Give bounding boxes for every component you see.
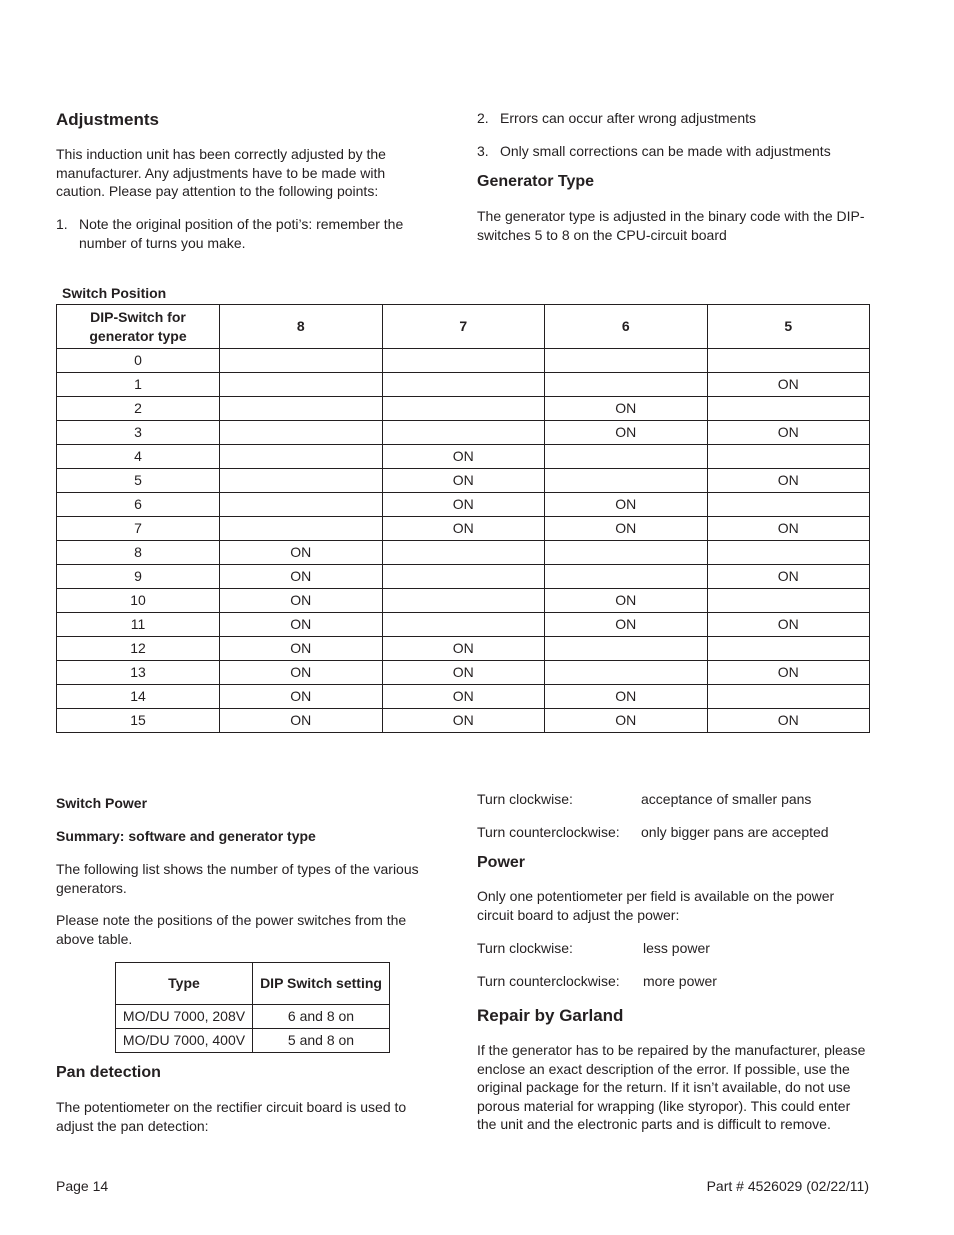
adjustments-point-2: [477, 109, 877, 128]
switch-power-para-2: Please note the positions of the power switches from the above table.: [56, 912, 407, 947]
generator-type-cell: 10: [57, 589, 220, 613]
repair-text: If the generator has to be repaired by the manufacturer, please enclose an exact description of the error. If possible, use the original package for the return. If it isn’t available, do not use porous material for wrapping (like styropor). This could enter the unit and the electronic parts and is difficult to remove.: [477, 1042, 866, 1132]
switch-state-cell: ON: [220, 589, 383, 613]
switch-state-cell: ON: [382, 469, 545, 493]
switch-state-cell: [545, 469, 708, 493]
switch-state-cell: ON: [382, 517, 545, 541]
turn-label: Turn counterclockwise:: [477, 973, 620, 989]
generator-type-cell: 6: [57, 493, 220, 517]
table-header-row: [57, 305, 870, 349]
page-number: Page 14: [56, 1178, 109, 1194]
switch-state-cell: ON: [220, 661, 383, 685]
adjustments-heading: Adjustments: [56, 110, 159, 129]
turn-value: less power: [643, 940, 710, 956]
generator-type-cell: 2: [57, 397, 220, 421]
switch-position-caption: Switch Position: [62, 285, 167, 301]
switch-state-cell: ON: [545, 685, 708, 709]
column-header: 7: [382, 305, 545, 349]
turn-label: Turn counterclockwise:: [477, 824, 620, 840]
column-header: 6: [545, 305, 708, 349]
adjustments-point-1: [56, 215, 436, 252]
switch-state-cell: [382, 349, 545, 373]
switch-state-cell: ON: [707, 565, 870, 589]
table-row: [57, 469, 870, 493]
pan-turn-clockwise: [477, 790, 811, 809]
adjustments-point-3: [477, 142, 877, 161]
table-row: [57, 421, 870, 445]
table-row: [57, 661, 870, 685]
table-row: [116, 1029, 390, 1053]
switch-state-cell: ON: [545, 493, 708, 517]
generator-type-cell: 3: [57, 421, 220, 445]
switch-state-cell: [220, 397, 383, 421]
switch-state-cell: [220, 445, 383, 469]
generator-type-cell: 7: [57, 517, 220, 541]
switch-state-cell: ON: [382, 637, 545, 661]
switch-state-cell: [382, 421, 545, 445]
switch-state-cell: ON: [545, 517, 708, 541]
column-header: 8: [220, 305, 383, 349]
pan-detection-text: The potentiometer on the rectifier circuit board is used to adjust the pan detection:: [56, 1099, 407, 1134]
table-row: [57, 637, 870, 661]
generator-type-heading: Generator Type: [477, 173, 595, 190]
column-header: DIP-Switch for generator type: [57, 305, 220, 349]
generator-type-cell: 13: [57, 661, 220, 685]
table-row: [57, 397, 870, 421]
column-header: 5: [707, 305, 870, 349]
generator-type-cell: 14: [57, 685, 220, 709]
turn-value: acceptance of smaller pans: [641, 791, 812, 807]
table-row: [57, 493, 870, 517]
switch-state-cell: [707, 541, 870, 565]
switch-state-cell: ON: [707, 709, 870, 733]
table-row: [57, 589, 870, 613]
switch-state-cell: [220, 469, 383, 493]
switch-state-cell: [382, 613, 545, 637]
table-cell: MO/DU 7000, 208V: [116, 1005, 253, 1029]
generator-type-cell: 8: [57, 541, 220, 565]
switch-state-cell: [382, 589, 545, 613]
switch-state-cell: ON: [707, 517, 870, 541]
repair-heading: Repair by Garland: [477, 1006, 624, 1025]
table-row: [57, 517, 870, 541]
point-text: Note the original position of the poti’s: remember the number of turns you make.: [79, 216, 404, 251]
power-text: Only one potentiometer per field is available on the power circuit board to adjust the power:: [477, 888, 835, 923]
table-row: [57, 685, 870, 709]
switch-state-cell: [382, 541, 545, 565]
switch-state-cell: ON: [220, 709, 383, 733]
generator-type-cell: 5: [57, 469, 220, 493]
generator-type-cell: 12: [57, 637, 220, 661]
power-heading: Power: [477, 854, 526, 871]
switch-state-cell: ON: [545, 421, 708, 445]
table-row: [57, 613, 870, 637]
switch-state-cell: [545, 445, 708, 469]
generator-type-table: [115, 962, 390, 1053]
generator-type-cell: 0: [57, 349, 220, 373]
generator-type-cell: 11: [57, 613, 220, 637]
switch-state-cell: [707, 445, 870, 469]
switch-state-cell: [545, 565, 708, 589]
switch-state-cell: ON: [382, 493, 545, 517]
table-cell: 5 and 8 on: [253, 1029, 390, 1053]
switch-state-cell: ON: [220, 613, 383, 637]
switch-state-cell: [220, 421, 383, 445]
switch-state-cell: [545, 349, 708, 373]
switch-state-cell: [545, 637, 708, 661]
switch-state-cell: ON: [220, 637, 383, 661]
point-text: Only small corrections can be made with adjustments: [500, 143, 831, 159]
switch-state-cell: [382, 373, 545, 397]
table-row: [57, 541, 870, 565]
switch-state-cell: ON: [545, 397, 708, 421]
switch-state-cell: ON: [545, 613, 708, 637]
turn-label: Turn clockwise:: [477, 940, 573, 956]
switch-state-cell: [707, 493, 870, 517]
table-row: [57, 445, 870, 469]
switch-state-cell: ON: [220, 541, 383, 565]
power-turn-counterclockwise: [477, 972, 717, 991]
table-row: [57, 349, 870, 373]
switch-state-cell: [545, 541, 708, 565]
switch-state-cell: [545, 661, 708, 685]
switch-state-cell: [707, 685, 870, 709]
switch-state-cell: [382, 565, 545, 589]
switch-state-cell: [220, 373, 383, 397]
part-number: Part # 4526029 (02/22/11): [706, 1178, 869, 1194]
switch-position-table: [56, 304, 870, 733]
table-row: [57, 565, 870, 589]
column-header-dip: DIP Switch setting: [253, 963, 390, 1005]
switch-state-cell: [707, 637, 870, 661]
switch-state-cell: ON: [382, 709, 545, 733]
switch-state-cell: ON: [707, 421, 870, 445]
switch-state-cell: ON: [545, 589, 708, 613]
switch-state-cell: [707, 589, 870, 613]
power-turn-clockwise: [477, 939, 710, 958]
switch-state-cell: [382, 397, 545, 421]
table-cell: MO/DU 7000, 400V: [116, 1029, 253, 1053]
switch-state-cell: [545, 373, 708, 397]
switch-power-summary: Summary: software and generator type: [56, 828, 316, 844]
switch-state-cell: ON: [382, 685, 545, 709]
adjustments-intro: This induction unit has been correctly adjusted by the manufacturer. Any adjustments have to be made with caution. Please pay attention to the following points:: [56, 146, 386, 199]
pan-turn-counterclockwise: [477, 823, 829, 842]
switch-state-cell: ON: [382, 445, 545, 469]
switch-state-cell: ON: [220, 565, 383, 589]
generator-type-cell: 15: [57, 709, 220, 733]
pan-detection-heading: Pan detection: [56, 1064, 161, 1081]
switch-state-cell: [220, 349, 383, 373]
switch-state-cell: ON: [220, 685, 383, 709]
table-row: [116, 1005, 390, 1029]
switch-power-caption: Switch Power: [56, 795, 148, 811]
switch-state-cell: ON: [545, 709, 708, 733]
generator-type-cell: 1: [57, 373, 220, 397]
column-header-type: Type: [116, 963, 253, 1005]
point-number: 3.: [477, 143, 489, 159]
table-cell: 6 and 8 on: [253, 1005, 390, 1029]
turn-value: more power: [643, 973, 717, 989]
table-row: [57, 373, 870, 397]
point-number: 2.: [477, 110, 489, 126]
switch-state-cell: ON: [707, 661, 870, 685]
point-number: 1.: [56, 216, 68, 232]
table-row: [57, 709, 870, 733]
switch-state-cell: ON: [382, 661, 545, 685]
switch-power-para-1: The following list shows the number of types of the various generators.: [56, 861, 419, 896]
switch-state-cell: ON: [707, 469, 870, 493]
turn-label: Turn clockwise:: [477, 791, 573, 807]
switch-state-cell: [707, 397, 870, 421]
switch-state-cell: ON: [707, 373, 870, 397]
switch-state-cell: ON: [707, 613, 870, 637]
switch-state-cell: [220, 493, 383, 517]
generator-type-cell: 9: [57, 565, 220, 589]
generator-type-text: The generator type is adjusted in the binary code with the DIP-switches 5 to 8 on the CPU-circuit board: [477, 208, 865, 243]
turn-value: only bigger pans are accepted: [641, 824, 829, 840]
switch-state-cell: [707, 349, 870, 373]
switch-state-cell: [220, 517, 383, 541]
generator-type-cell: 4: [57, 445, 220, 469]
point-text: Errors can occur after wrong adjustments: [500, 110, 756, 126]
table-header-row: [116, 963, 390, 1005]
